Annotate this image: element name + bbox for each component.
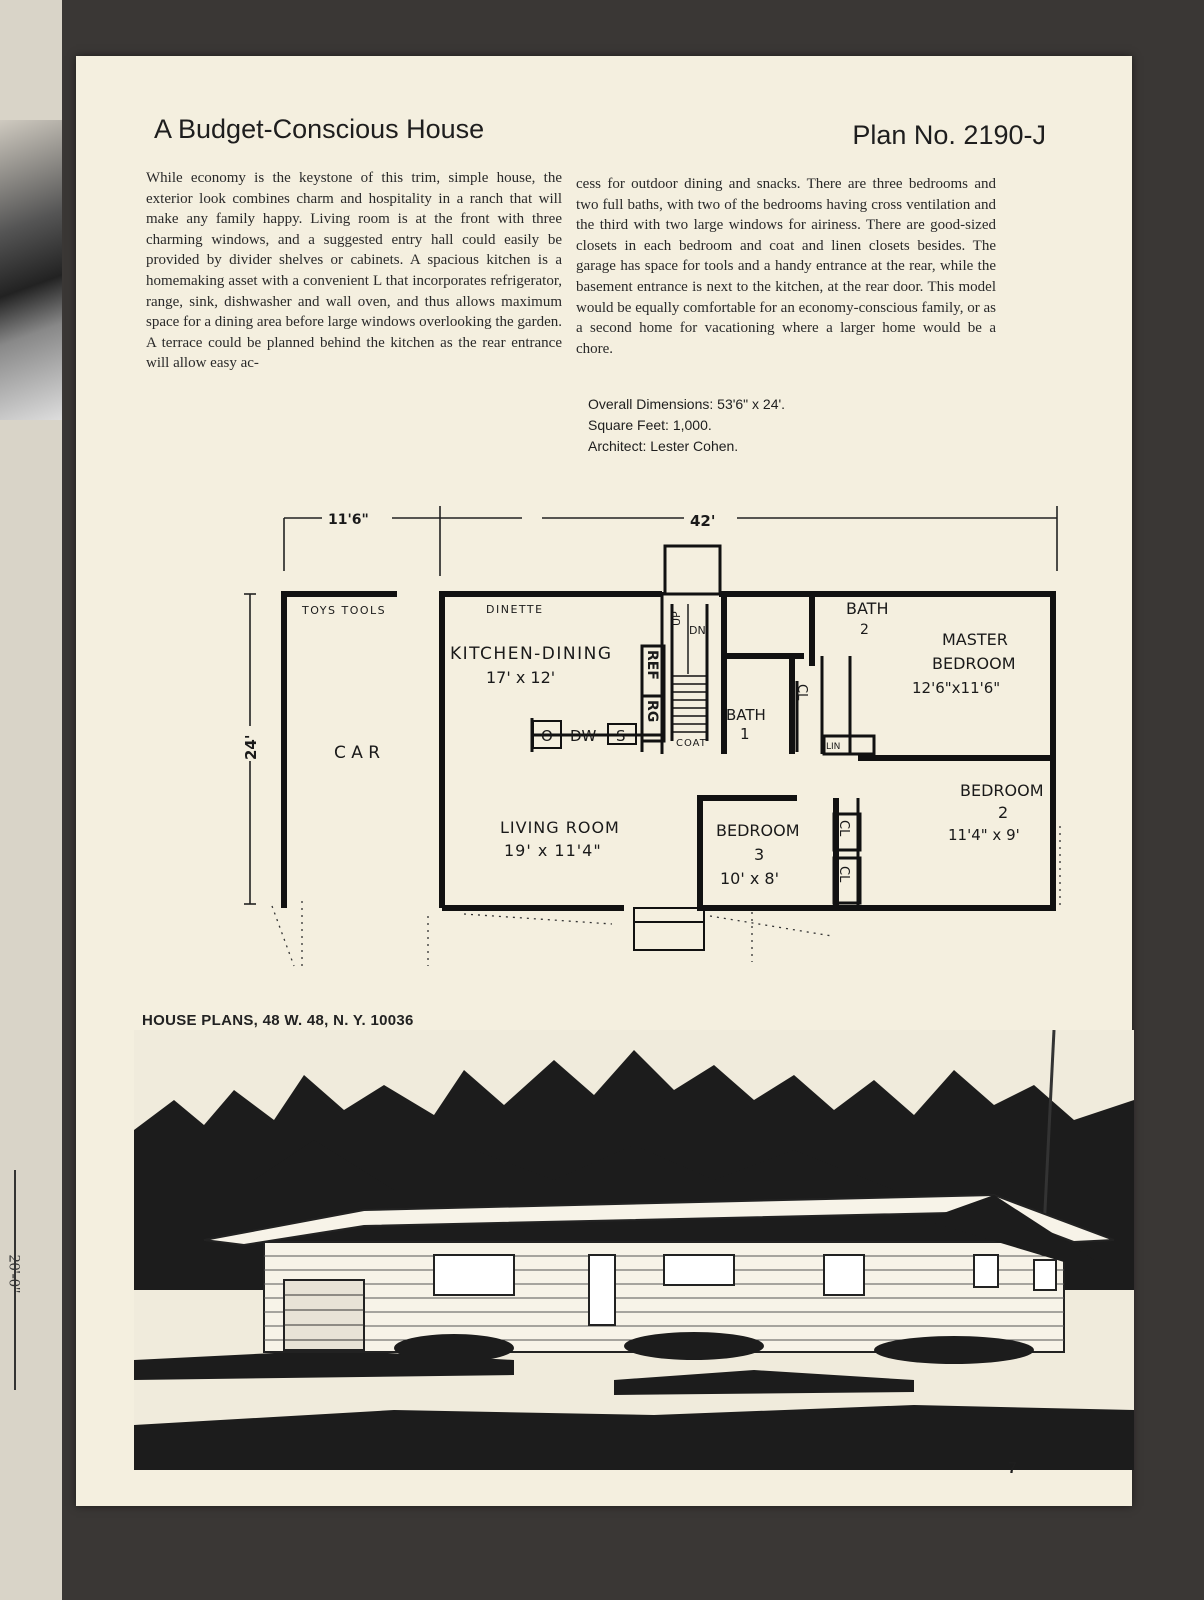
bath-1-number: 1 — [740, 725, 750, 743]
overall-dimensions: Overall Dimensions: 53'6" x 24'. — [588, 396, 786, 412]
catalog-page — [76, 56, 1132, 1506]
living-room-size: 19' x 11'4" — [504, 841, 602, 860]
left-page-photo — [0, 120, 62, 420]
stairs-up-label: UP — [670, 611, 683, 626]
kitchen-dining-size: 17' x 12' — [486, 668, 556, 687]
bedroom-3-size: 10' x 8' — [720, 869, 779, 888]
grade-dots — [272, 826, 1060, 966]
floor-plan — [232, 496, 1092, 1006]
page-title: A Budget-Conscious House — [154, 114, 485, 144]
master-bedroom-size: 12'6"x11'6" — [912, 679, 1001, 697]
square-feet: Square Feet: 1,000. — [588, 417, 712, 433]
master-bedroom-label-1: MASTER — [942, 630, 1008, 649]
house-body — [204, 1195, 1114, 1352]
refrigerator-label: REF — [644, 650, 660, 680]
dinette-label: DINETTE — [486, 603, 544, 616]
house-illustration — [134, 1030, 1134, 1470]
left-page-dimension-label: 20'-0" — [5, 1254, 23, 1294]
specifications — [588, 394, 785, 457]
coat-closet-label: COAT — [676, 738, 707, 749]
dishwasher-label: DW — [570, 727, 597, 745]
closet-label-bath: CL — [794, 684, 809, 701]
garage-storage-label: TOYS TOOLS — [302, 604, 387, 617]
left-page-edge — [0, 0, 62, 1600]
range-label: RG — [644, 700, 660, 723]
description-column-2: cess for outdoor dining and snacks. There are three bedrooms and two full baths, with two of the bedrooms having cross ventilation and the third with two large windows for airiness. There are good-sized closets in each bedroom and coat and linen closets besides. The garage has space for tools and a handy entrance at the rear, while the basement entrance is next to the kitchen, at the rear door. This model would be equally comfortable for an economy-conscious family, or as a second home for vacationing where a larger home would be a chore. — [576, 176, 996, 357]
bedroom-3-number: 3 — [754, 845, 765, 864]
bedroom-2-number: 2 — [998, 803, 1009, 822]
kitchen-dining-label: KITCHEN-DINING — [450, 644, 613, 664]
bath-2-label: BATH — [846, 599, 889, 618]
architect: Architect: Lester Cohen. — [588, 438, 739, 454]
bath-2-number: 2 — [860, 622, 869, 638]
master-bedroom-label-2: BEDROOM — [932, 654, 1016, 673]
shrubs — [394, 1332, 1034, 1364]
bedroom-2-size: 11'4" x 9' — [948, 826, 1020, 844]
publisher-address: HOUSE PLANS, 48 W. 48, N. Y. 10036 — [142, 1012, 414, 1029]
dim-garage-width: 11'6" — [328, 512, 369, 528]
living-room-label: LIVING ROOM — [500, 818, 620, 837]
closet-label-bed3-a: CL — [836, 820, 851, 837]
page-number: 7 — [1008, 1460, 1017, 1477]
walls — [284, 594, 1056, 908]
dim-depth: 24' — [242, 734, 260, 760]
bedroom-3-label: BEDROOM — [716, 821, 800, 840]
bedroom-2-label: BEDROOM — [960, 781, 1044, 800]
bath-1-label: BATH — [726, 706, 766, 724]
stairs-down-label: DN — [689, 624, 706, 637]
closet-label-bed3-b: CL — [836, 866, 851, 883]
plan-number: Plan No. 2190-J — [852, 120, 1046, 150]
sink-label: S — [616, 727, 626, 745]
linen-closet-label: LIN — [826, 742, 841, 752]
oven-label: O — [541, 727, 553, 745]
garage-car-label: C A R — [334, 743, 381, 763]
dim-house-width: 42' — [690, 512, 716, 530]
description-column-1: While economy is the keystone of this trim, simple house, the exterior look combines charm and hospitality in a ranch that will make any family happy. Living room is at the front with three charming windows, and a suggested entry hall could easily be provided by divider shelves or cabinets. A spacious kitchen is a homemaking asset with a convenient L that incorporates refrigerator, range, sink, dishwasher and wall oven, and thus allows maximum space for a dining area before large windows overlooking the garden. A terrace could be planned behind the kitchen as the rear entrance will allow easy ac- — [146, 170, 562, 372]
